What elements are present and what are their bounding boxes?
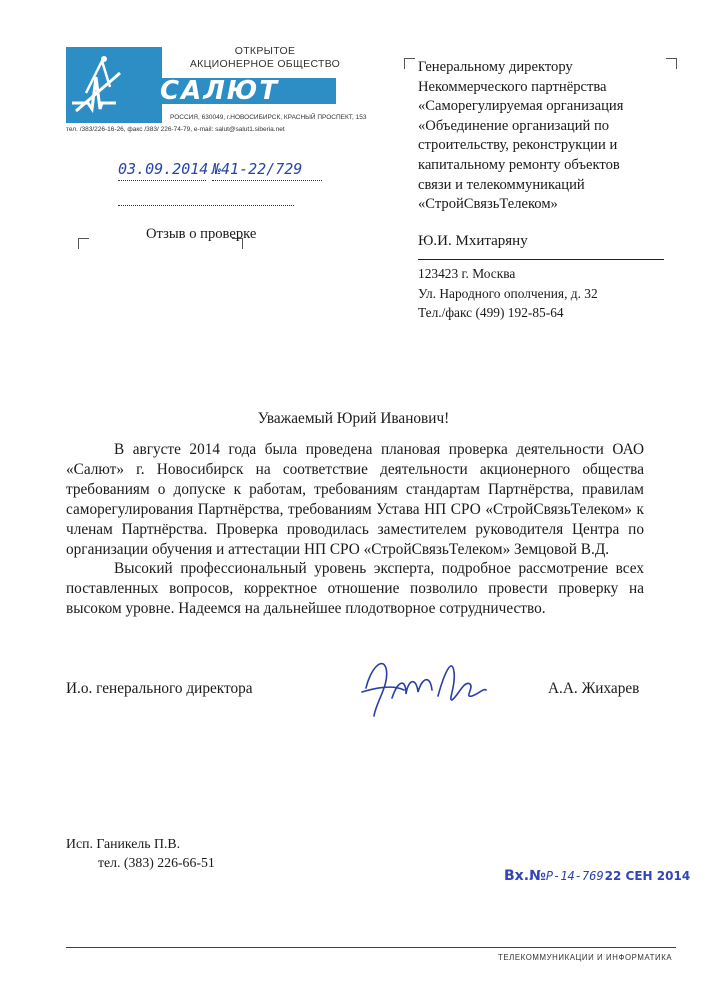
subject: Отзыв о проверке [146,226,257,242]
recipient-address-line: 123423 г. Москва [418,266,516,281]
company-address: РОССИЯ, 630049, г.НОВОСИБИРСК, КРАСНЫЙ ПРОСПЕКТ, 153 [170,114,367,121]
org-type-line1: ОТКРЫТОЕ [234,45,296,57]
recipient-line: капитальному ремонту объектов [418,156,620,173]
handwritten-signature [352,650,492,720]
corner-mark-left [78,238,89,249]
date-underline [118,180,206,181]
recipient-divider [418,259,664,260]
salutation: Уважаемый Юрий Иванович! [257,410,450,427]
recipient-address-line: Тел./факс (499) 192-85-64 [418,305,564,320]
recipient-line: Некоммерческого партнёрства [418,78,607,95]
signer-position: И.о. генерального директора [66,680,253,697]
company-contacts: тел. /383/226-16-26, факс /383/ 226-74-79, e-mail: salut@salut1.siberia.net [66,126,285,133]
org-type-line2: АКЦИОНЕРНОЕ ОБЩЕСТВО [189,58,341,70]
outgoing-number: №41-22/729 [212,160,303,178]
recipient-address [418,264,598,323]
recipient-line: строительству, реконструкции и [418,137,618,154]
recipient-line: связи и телекоммуникаций [418,176,585,193]
executor-phone: тел. (383) 226-66-51 [98,855,215,870]
incoming-number: Р-14-769 [545,869,604,883]
recipient-address-line: Ул. Народного ополчения, д. 32 [418,285,598,301]
recipient-line: Генеральному директору [418,59,573,75]
recipient-line: «СтройСвязьТелеком» [418,196,558,213]
footer-text: ТЕЛЕКОММУНИКАЦИИ И ИНФОРМАТИКА [498,953,673,962]
incoming-prefix: Вх.№ [504,868,546,884]
recipient-corner-left [404,58,415,69]
recipient-title [418,58,688,215]
recipient-line: «Саморегулируемая организация [418,98,624,115]
letter-body [66,440,644,619]
brand-name: САЛЮТ [150,78,336,104]
signer-name: А.А. Жихарев [548,680,640,697]
number-underline [212,180,322,181]
recipient-name: Ю.И. Мхитаряну [418,233,528,249]
letter-paragraph-2: Высокий профессиональный уровень эксперта, подробное рассмотрение всех поставленных вопросов, корректное отношение позволило провести проверку на высоком уровне. Надеемся на дальнейшее плодотворное сотрудничество. [66,560,644,618]
incoming-date: 22 СЕН 2014 [604,869,691,883]
recipient-line: «Объединение организаций по [418,117,610,134]
reference-line [118,205,294,206]
footer-line [66,947,676,948]
outgoing-date: 03.09.2014 [118,160,209,178]
incoming-stamp [504,868,690,884]
company-logo-icon [66,47,162,123]
executor-name: Исп. Ганикель П.В. [66,836,181,851]
letter-paragraph-1: В августе 2014 года была проведена плановая проверка деятельности ОАО «Салют» г. Новосибирск на соответствие деятельности акционерного общества требованиям о допуске к работам, требованиям стандартам Партнёрства, правилам саморегулирования Партнёрства, требованиям Устава НП СРО «СтройСвязьТелеком» к членам Партнёрства. Проверка проводилась заместителем руководителя Центра по организации обучения и аттестации НП СРО «СтройСвязьТелеком» Земцовой В.Д. [66,441,644,558]
